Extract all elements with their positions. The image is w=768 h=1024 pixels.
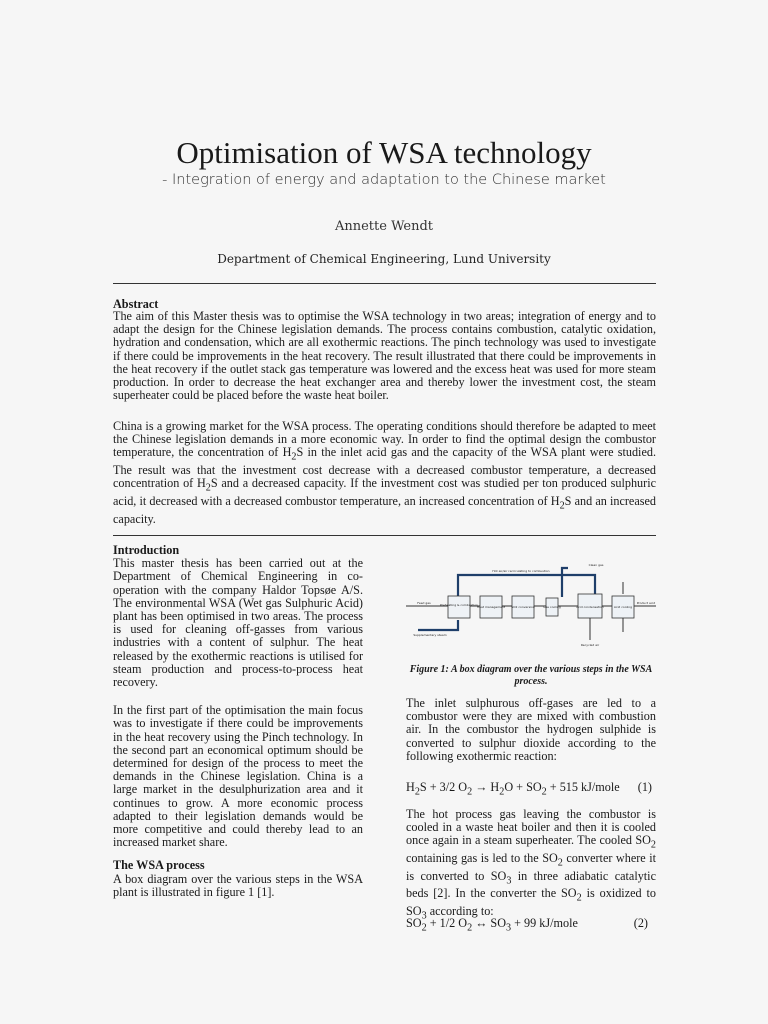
clean-gas-label: Clean gas — [588, 563, 604, 567]
abstract-paragraph-2: China is a growing market for the WSA process. The operating conditions should therefore be adapted to meet the Chinese legislation demands in a more economic way. In order to find the optimal design the combustor temperature, the concentration of $H_2S$ in the inlet acid gas and the capacity of the WSA plant were studied. The result was that the investment cost decrease with a decreased combustor temperature, a decreased concentration of $H_2S$ and a decreased capacity. If the investment cost was studied per ton produced sulphuric acid, it decreased with a decreased combustor temperature, an increased concentration of $H_2S$ and an increased capacity. — [113, 419, 656, 526]
box-label-1: Preheating & combustion — [440, 603, 478, 607]
supply-label: Supplementary steam — [413, 633, 447, 637]
box-label-6: Acid cooling — [613, 605, 633, 609]
wsa-process-paragraph: A box diagram over the various steps in the WSA plant is illustrated in figure 1 [1]. — [113, 871, 363, 899]
abstract-paragraph-1: The aim of this Master thesis was to optimise the WSA technology in two areas; integration of energy and to adapt the design for the Chinese legislation demands. The process contains combustion, catalytic oxidation, hydration and condensation, which are all exothermic reactions. The pinch technology was used to investigate if there could be improvements in the heat recovery. The result illustrated that there could be improvements in the heat recovery if the outlet stack gas temperature was lowered and the excess heat was used for more steam production. In order to decrease the heat exchanger area and thereby lower the investment cost, the steam superheater could be placed before the waste heat boiler. — [113, 309, 656, 403]
author-affiliation: Department of Chemical Engineering, Lund University — [217, 252, 551, 266]
box-label-5: Acid condensation — [576, 605, 604, 609]
right-paragraph-1: The inlet sulphurous off-gases are led to a combustor were they are mixed with combustion air. In the combustor the hydrogen sulphide is converted to sulphur dioxide according to the following exothermic reaction: — [406, 696, 656, 763]
equation-1: $H_2S + 3/2$ $O_2 \to H_2O + SO_2 + 515$ kJ/mole (1) — [406, 780, 652, 798]
introduction-paragraph-2: In the first part of the optimisation the main focus was to investigate if there could be improvements in the heat recovery using the Pinch technology. In the second part an economical optimum should be determined for design of the process to meet the demands in the Chinese legislation. China is a large market in the desulphurization area and it continues to grow. A more economic process adapted to their legislation demands would be more competitive and could thereby lead to an increased market share. — [113, 703, 363, 850]
top-divider — [113, 283, 656, 284]
wsa-box-diagram — [406, 558, 656, 658]
paper-subtitle: - Integration of energy and adaptation to the Chinese market — [162, 172, 606, 188]
introduction-heading: Introduction — [113, 543, 180, 557]
figure-caption: Figure 1: A box diagram over the various steps in the WSA process. — [409, 664, 653, 687]
box-label-2: Heat management — [476, 605, 506, 609]
introduction-paragraph-1: This master thesis has been carried out at the Department of Chemical Engineering in co-operation with the company Haldor Topsøe A/S. The environmental WSA (Wet gas Sulphuric Acid) plant has been optimised in two areas. The process is used for cleaning off-gasses from various industries with a content of sulphur. The heat released by the exothermic reactions is utilised for steam production and process-to-process heat recovery. — [113, 556, 363, 690]
box-label-4: Gas cooling — [543, 605, 561, 609]
wsa-process-heading: The WSA process — [113, 858, 205, 873]
recycle-label: Recycled air — [580, 643, 600, 647]
box-preheating-combustion — [448, 596, 470, 618]
feed-label: Feed gas — [417, 601, 431, 605]
top-stream-label: Hot air/air recirculating to combustion — [492, 569, 550, 573]
equation-2-number: (2) — [633, 916, 648, 930]
right-paragraph-2: The hot process gas leaving the combustor is cooled in a waste heat boiler and then it is cooled once again in a steam superheater. The cooled $SO_2$ containing gas is led to the $SO_2$ converter where it is converted to $SO_3$ in three adiabatic catalytic beds [2]. In the converter the $SO_2$ is oxidized to $SO_3$ according to: — [406, 807, 657, 922]
left-column — [113, 544, 363, 899]
abstract-heading: Abstract — [113, 297, 159, 311]
author-name: Annette Wendt — [334, 219, 433, 234]
abstract-divider — [113, 535, 656, 536]
paper-title: Optimisation of WSA technology — [176, 135, 592, 170]
equation-2: $SO_2 + 1/2$ $O_2$ ↔ $SO_3 + 99$ kJ/mole (2) — [406, 916, 648, 934]
equation-1-number: (1) — [637, 780, 652, 794]
box-label-3: SO2 conversion — [511, 605, 535, 609]
product-label: Product acid — [636, 601, 656, 605]
